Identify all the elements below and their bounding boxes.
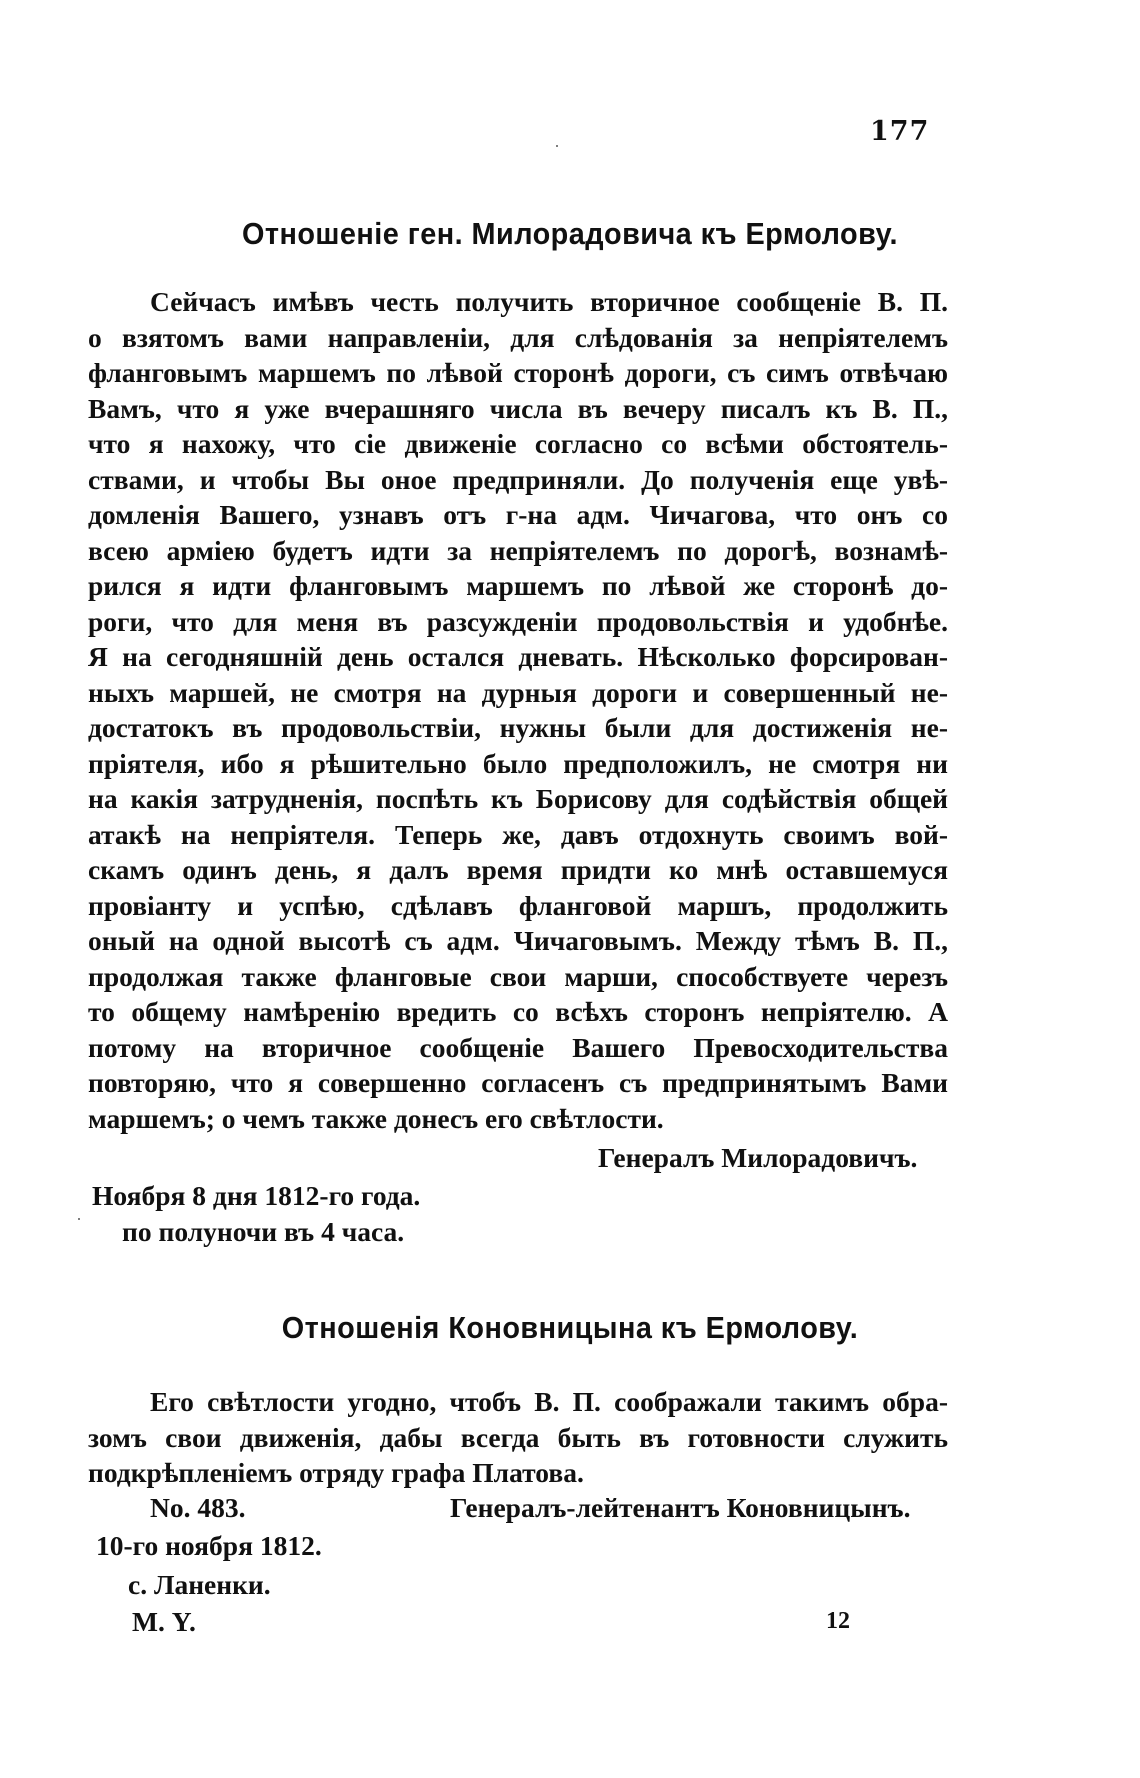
section2-title: Отношенія Коновницына къ Ермолову. — [281, 1310, 859, 1345]
text-line: роги, что для меня въ разсужденіи продовольствія и удобнѣе. — [88, 605, 948, 637]
text-line: домленія Вашего, узнавъ отъ г-на адм. Чичагова, что онъ со — [88, 499, 948, 530]
text-line: маршемъ; о чемъ также донесъ его свѣтлости. — [88, 1102, 664, 1134]
text-line: что я нахожу, что сіе движеніе согласно со всѣми обстоятель- — [88, 428, 948, 459]
text-line: Вамъ, что я уже вчерашняго числа въ вечеру писалъ къ В. П., — [88, 392, 948, 424]
section2-signature: Генералъ-лейтенантъ Коновницынъ. — [450, 1492, 911, 1523]
text-line: повторяю, что я совершенно согласенъ съ предпринятымъ Вами — [88, 1067, 948, 1098]
print-speck — [78, 1218, 80, 1220]
text-line: то общему намѣренію вредить со всѣхъ сторонъ непріятелю. А — [88, 996, 948, 1027]
section1-signature: Генералъ Милорадовичъ. — [598, 1142, 918, 1173]
section1-body — [88, 284, 948, 1136]
text-line: зомъ свои движенія, дабы всегда быть въ готовности служить — [88, 1421, 948, 1453]
print-speck — [556, 145, 558, 147]
text-line: Его свѣтлости угодно, чтобъ В. П. соображали такимъ обра- — [150, 1386, 948, 1417]
text-line: ствами, и чтобы Вы оное предприняли. До полученія еще увѣ- — [88, 463, 948, 495]
signature-mark: М. Y. — [132, 1606, 196, 1637]
text-line: достатокъ въ продовольствіи, нужны были для достиженія не- — [88, 712, 948, 743]
text-line: Сейчасъ имѣвъ честь получить вторичное сообщеніе В. П. — [150, 286, 948, 317]
text-line: скамъ одинъ день, я далъ время придти ко мнѣ оставшемуся — [88, 854, 948, 885]
section2-place: с. Ланенки. — [128, 1569, 271, 1600]
section2-date: 10-го ноября 1812. — [96, 1530, 322, 1561]
text-line: подкрѣпленіемъ отряду графа Платова. — [88, 1457, 584, 1488]
section2-body — [88, 1384, 948, 1491]
section1-date: Ноября 8 дня 1812-го года. — [92, 1180, 421, 1211]
text-line: потому на вторичное сообщеніе Вашего Превосходительства — [88, 1031, 948, 1063]
section2-number: No. 483. — [150, 1492, 246, 1523]
text-line: пріятеля, ибо я рѣшительно было предположилъ, не смотря ни — [88, 747, 948, 779]
section1-time: по полуночи въ 4 часа. — [122, 1216, 405, 1247]
text-line: на какія затрудненія, поспѣть къ Борисову для содѣйствія общей — [88, 783, 948, 814]
text-line: атакѣ на непріятеля. Теперь же, давъ отдохнуть своимъ вой- — [88, 818, 948, 850]
text-line: ныхъ маршей, не смотря на дурныя дороги и совершенный не- — [88, 676, 948, 708]
sheet-number: 12 — [826, 1608, 850, 1634]
text-line: провіанту и успѣю, сдѣлавъ фланговой маршъ, продолжить — [88, 889, 948, 921]
section1-title: Отношеніе ген. Милорадовича къ Ермолову. — [241, 216, 899, 251]
text-line: рился я идти фланговымъ маршемъ по лѣвой же сторонѣ до- — [88, 570, 948, 601]
text-line: оный на одной высотѣ съ адм. Чичаговымъ. Между тѣмъ В. П., — [88, 925, 948, 956]
text-line: всею арміею будетъ идти за непріятелемъ по дорогѣ, вознамѣ- — [88, 534, 948, 566]
text-line: Я на сегодняшній день остался дневать. Нѣсколько форсирован- — [88, 641, 948, 672]
page-number: 177 — [870, 116, 930, 147]
text-line: фланговымъ маршемъ по лѣвой сторонѣ дороги, съ симъ отвѣчаю — [88, 357, 948, 388]
text-line: продолжая также фланговые свои марши, способствуете черезъ — [88, 960, 948, 992]
text-line: о взятомъ вами направленіи, для слѣдованія за непріятелемъ — [88, 321, 948, 353]
